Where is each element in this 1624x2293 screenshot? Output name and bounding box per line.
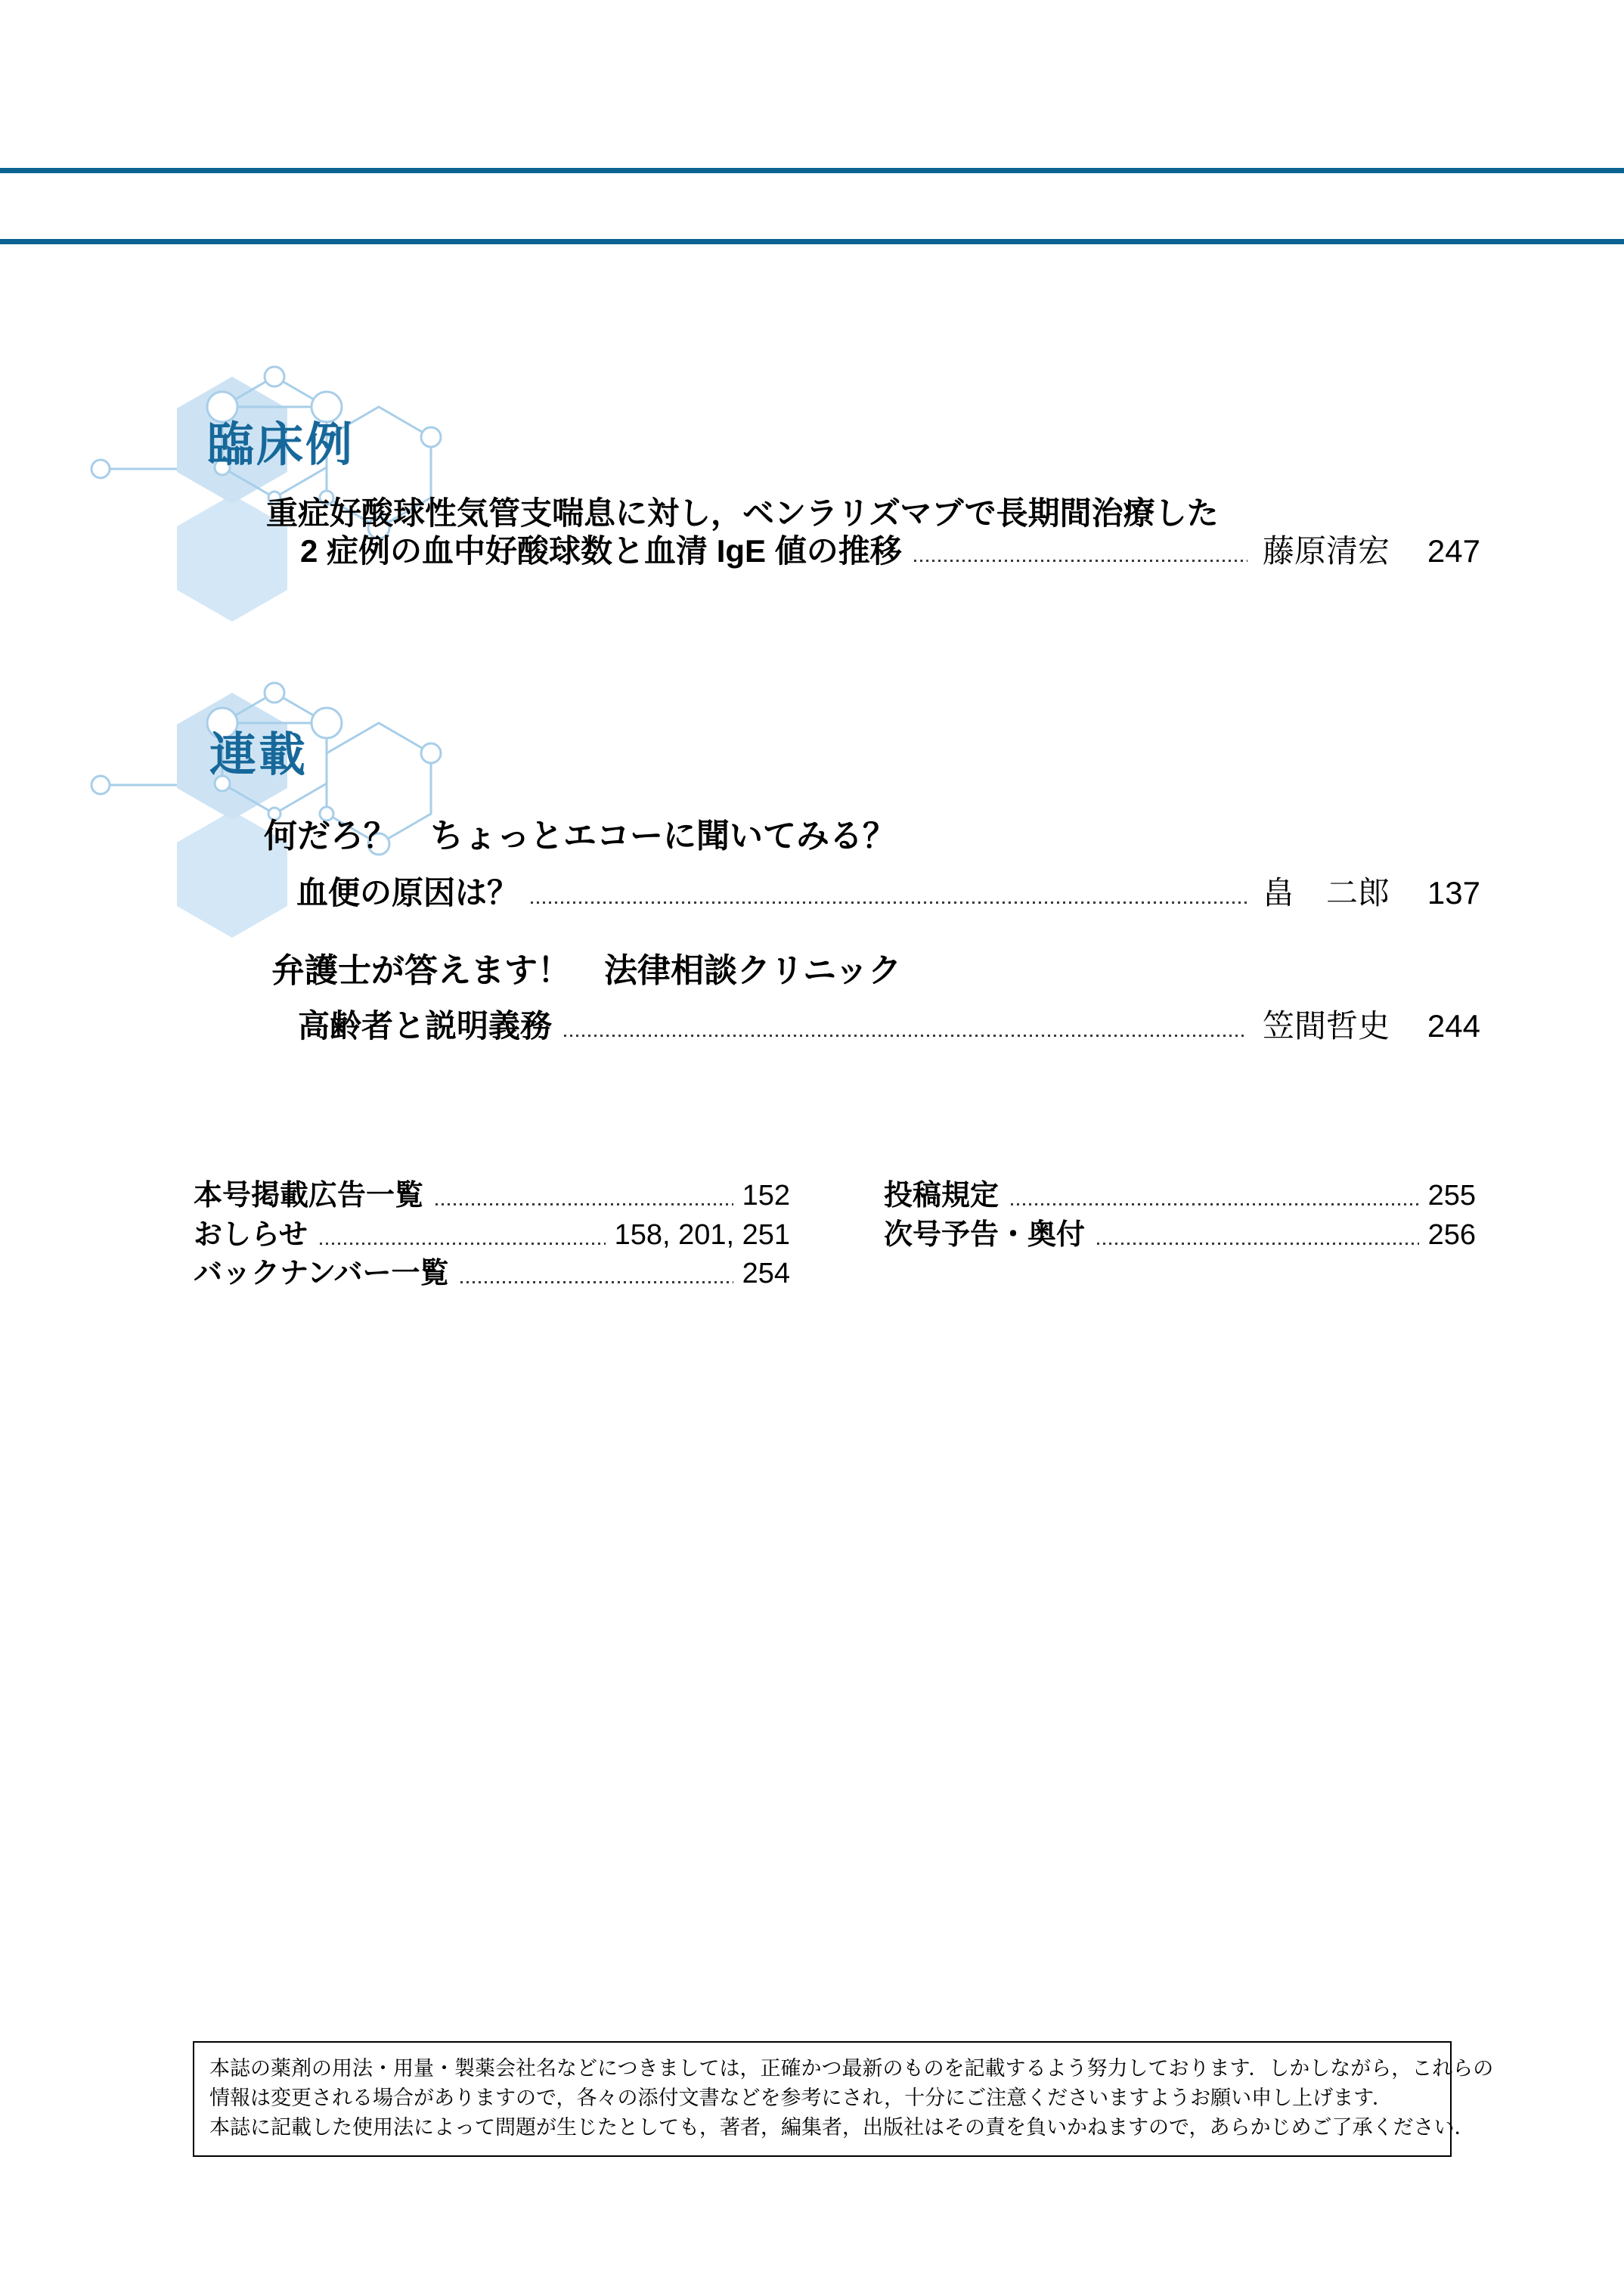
page-number: 255 <box>1427 1180 1476 1212</box>
author-name: 畠 二郎 <box>1262 875 1390 911</box>
misc-row <box>194 1181 790 1210</box>
misc-row <box>194 1259 790 1288</box>
serial-series-title: 何だろ？ ちょっとエコーに聞いてみる？ <box>264 818 896 855</box>
clinical-article-title-line2: 2 症例の血中好酸球数と血清 IgE 値の推移 <box>300 533 902 569</box>
clinical-article-title-line1: 重症好酸球性気管支喘息に対し，ベンラリズマブで長期間治療した <box>266 495 1219 531</box>
misc-label: 投稿規定 <box>884 1180 1000 1212</box>
page-number: 158, 201, 251 <box>614 1219 790 1251</box>
page-number: 254 <box>742 1258 790 1289</box>
serial-article-row <box>296 877 1480 909</box>
page-number: 137 <box>1427 875 1480 911</box>
dotted-leader <box>914 560 1247 562</box>
dotted-leader <box>435 1203 733 1205</box>
dotted-leader <box>1011 1203 1419 1205</box>
disclaimer-line: 本誌に記載した使用法によって問題が生じたとしても，著者，編集者，出版社はその責を負いかねますので，あらかじめご了承ください． <box>209 2116 1475 2139</box>
disclaimer-line: 本誌の薬剤の用法・用量・製薬会社名などにつきましては，正確かつ最新のものを記載するよう努力しております．しかしながら，これらの <box>209 2057 1494 2080</box>
misc-row <box>194 1221 790 1249</box>
author-name: 藤原清宏 <box>1262 533 1390 569</box>
section-heading-serial: 連載 <box>209 729 308 781</box>
author-name: 笠間哲史 <box>1262 1008 1390 1044</box>
misc-label: 本号掲載広告一覧 <box>194 1180 424 1212</box>
dotted-leader <box>320 1243 606 1245</box>
serial-series-title: 弁護士が答えます！ 法律相談クリニック <box>271 952 902 989</box>
misc-label: おしらせ <box>194 1219 308 1251</box>
section-heading-clinical: 臨床例 <box>207 419 355 471</box>
serial-article-title: 高齢者と説明義務 <box>298 1008 553 1044</box>
dotted-leader <box>531 901 1247 904</box>
misc-label: バックナンバー一覧 <box>194 1258 449 1289</box>
hexagon-molecule-decoration <box>72 355 495 628</box>
misc-label: 次号予告・奥付 <box>884 1219 1086 1251</box>
disclaimer-box <box>193 2041 1494 2157</box>
top-rule-primary <box>0 168 1624 173</box>
page-number: 152 <box>742 1180 790 1212</box>
dotted-leader <box>564 1035 1247 1037</box>
page-number: 256 <box>1427 1219 1476 1251</box>
serial-article-row <box>298 1010 1480 1042</box>
disclaimer-line: 情報は変更される場合がありますので，各々の添付文書などを参考にされ，十分にご注意くださいますようお願い申し上げます． <box>209 2087 1393 2109</box>
misc-row <box>884 1181 1476 1210</box>
clinical-article-row <box>300 535 1480 567</box>
page-number: 244 <box>1427 1008 1480 1044</box>
dotted-leader <box>1097 1243 1419 1245</box>
top-rule-secondary <box>0 239 1624 244</box>
serial-article-title: 血便の原因は？ <box>296 875 519 911</box>
misc-row <box>884 1221 1476 1249</box>
page-number: 247 <box>1427 533 1480 569</box>
dotted-leader <box>460 1281 733 1283</box>
